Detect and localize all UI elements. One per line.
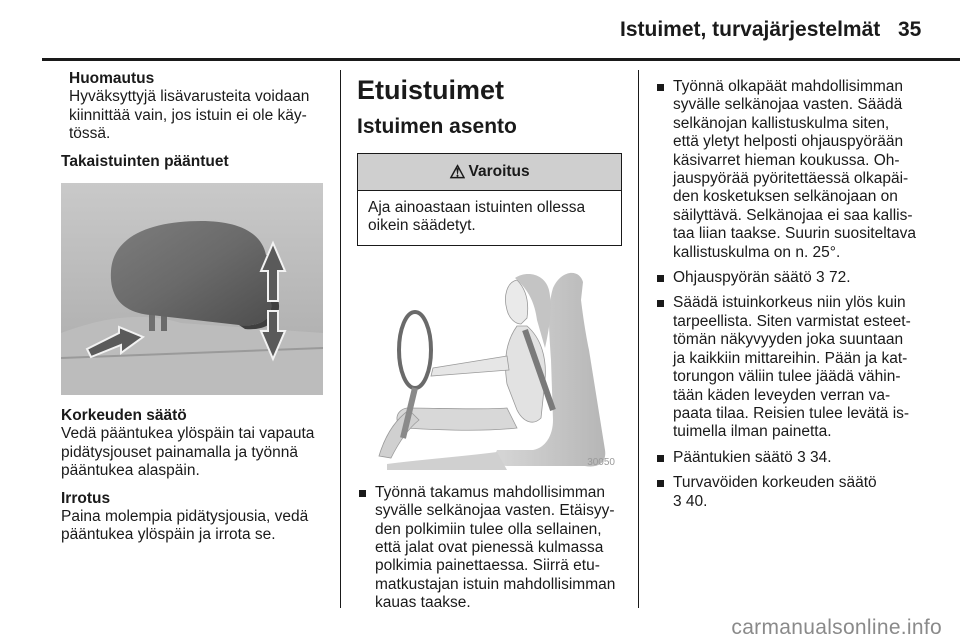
list-line: että jalat ovat pienessä kulmassa xyxy=(375,539,604,557)
subsection-title: Istuimen asento xyxy=(357,115,517,138)
list-line: kauas taakse. xyxy=(375,594,471,612)
list-line: selkänojan kallistuskulma siten, xyxy=(673,114,890,132)
list-line: torungon väliin tulee jäädä vähin- xyxy=(673,368,901,386)
column-divider xyxy=(340,70,341,608)
page-header xyxy=(0,0,960,58)
figure-number: 30050 xyxy=(587,456,615,468)
warning-box xyxy=(357,153,622,246)
list-line: Pääntukien säätö 3 34. xyxy=(673,448,832,466)
warning-body xyxy=(358,191,621,245)
list-line: 3 40. xyxy=(673,492,708,510)
list-line: Työnnä olkapäät mahdollisimman xyxy=(673,78,904,95)
list-line: tään käden leveyden verran va- xyxy=(673,386,891,404)
seating-position-illustration xyxy=(357,260,619,470)
list-line: Ohjauspyörän säätö 3 72. xyxy=(673,269,851,287)
list-item xyxy=(655,269,927,287)
list-item xyxy=(357,484,625,613)
list-line: ja kaikkiin mittareihin. Pään ja kat- xyxy=(673,349,908,367)
adjust-title: Korkeuden säätö xyxy=(61,407,187,425)
column-middle xyxy=(357,75,625,620)
header-rule xyxy=(42,58,960,61)
list-line: Turvavöiden korkeuden säätö xyxy=(673,474,877,492)
header-title: Istuimet, turvajärjestelmät xyxy=(620,18,881,41)
column-right xyxy=(655,78,927,518)
remove-line: Paina molempia pidätysjousia, vedä xyxy=(61,508,309,526)
list-line: Työnnä takamus mahdollisimman xyxy=(375,483,606,501)
column-divider xyxy=(638,70,639,608)
warning-icon: ⚠ xyxy=(449,161,466,182)
list-item xyxy=(655,474,927,511)
list-line: käsivarret hieman koukussa. Oh- xyxy=(673,151,900,169)
list-line: tarpeellista. Siten varmistat esteet- xyxy=(673,312,911,330)
list-line: syvälle selkänojaa vasten. Säädä xyxy=(673,96,903,114)
warning-header xyxy=(358,154,621,191)
note-line: kiinnittää vain, jos istuin ei ole käy- xyxy=(69,106,307,124)
list-line: den kosketuksen selkänojaan on xyxy=(673,188,898,206)
remove-title: Irrotus xyxy=(61,489,111,507)
bullet-list xyxy=(655,78,927,511)
list-line: matkustajan istuin mahdollisimman xyxy=(375,575,616,593)
warning-label: Varoitus xyxy=(468,162,530,180)
list-line: taa liian taakse. Suurin suositeltava xyxy=(673,225,916,243)
list-item xyxy=(655,294,927,441)
page-number: 35 xyxy=(898,18,922,41)
section-title: Etuistuimet xyxy=(357,75,505,105)
adjust-line: pääntukea alaspäin. xyxy=(61,462,200,480)
column-left xyxy=(61,70,333,545)
warning-line: oikein säädetyt. xyxy=(368,217,476,235)
remove-line: pääntukea ylöspäin ja irrota se. xyxy=(61,526,276,544)
list-line: den polkimiin tulee olla sellainen, xyxy=(375,520,602,538)
list-line: tuimella ilman painetta. xyxy=(673,423,832,441)
bullet-list xyxy=(357,484,625,613)
note-line: tössä. xyxy=(69,125,111,143)
list-line: Säädä istuinkorkeus niin ylös kuin xyxy=(673,294,906,312)
adjust-line: Vedä pääntukea ylöspäin tai vapauta xyxy=(61,425,315,443)
list-line: paata tilaa. Reisien tulee levätä is- xyxy=(673,404,910,422)
note-title: Huomautus xyxy=(69,70,155,87)
list-line: syvälle selkänojaa vasten. Etäisyy- xyxy=(375,502,615,520)
list-line: säilyttävä. Selkänojaa ei saa kallis- xyxy=(673,206,913,224)
list-item xyxy=(655,449,927,467)
warning-line: Aja ainoastaan istuinten ollessa xyxy=(368,199,586,216)
list-line: jauspyörää pyöritettäessä olkapäi- xyxy=(673,170,909,188)
list-line: että yletyt helposti ohjauspyörään xyxy=(673,133,904,151)
headrest-illustration xyxy=(61,183,323,395)
adjust-line: pidätysjouset painamalla ja työnnä xyxy=(61,443,298,461)
list-item xyxy=(655,78,927,262)
section-title: Takaistuinten pääntuet xyxy=(61,152,229,170)
watermark: carmanualsonline.info xyxy=(731,616,942,639)
list-line: tömän näkyvyyden joka suuntaan xyxy=(673,331,904,349)
list-line: polkimia painettaessa. Siirrä etu- xyxy=(375,557,600,575)
note-block xyxy=(61,70,333,144)
note-line: Hyväksyttyjä lisävarusteita voidaan xyxy=(69,88,310,106)
list-line: kallistuskulma on n. 25°. xyxy=(673,243,841,261)
